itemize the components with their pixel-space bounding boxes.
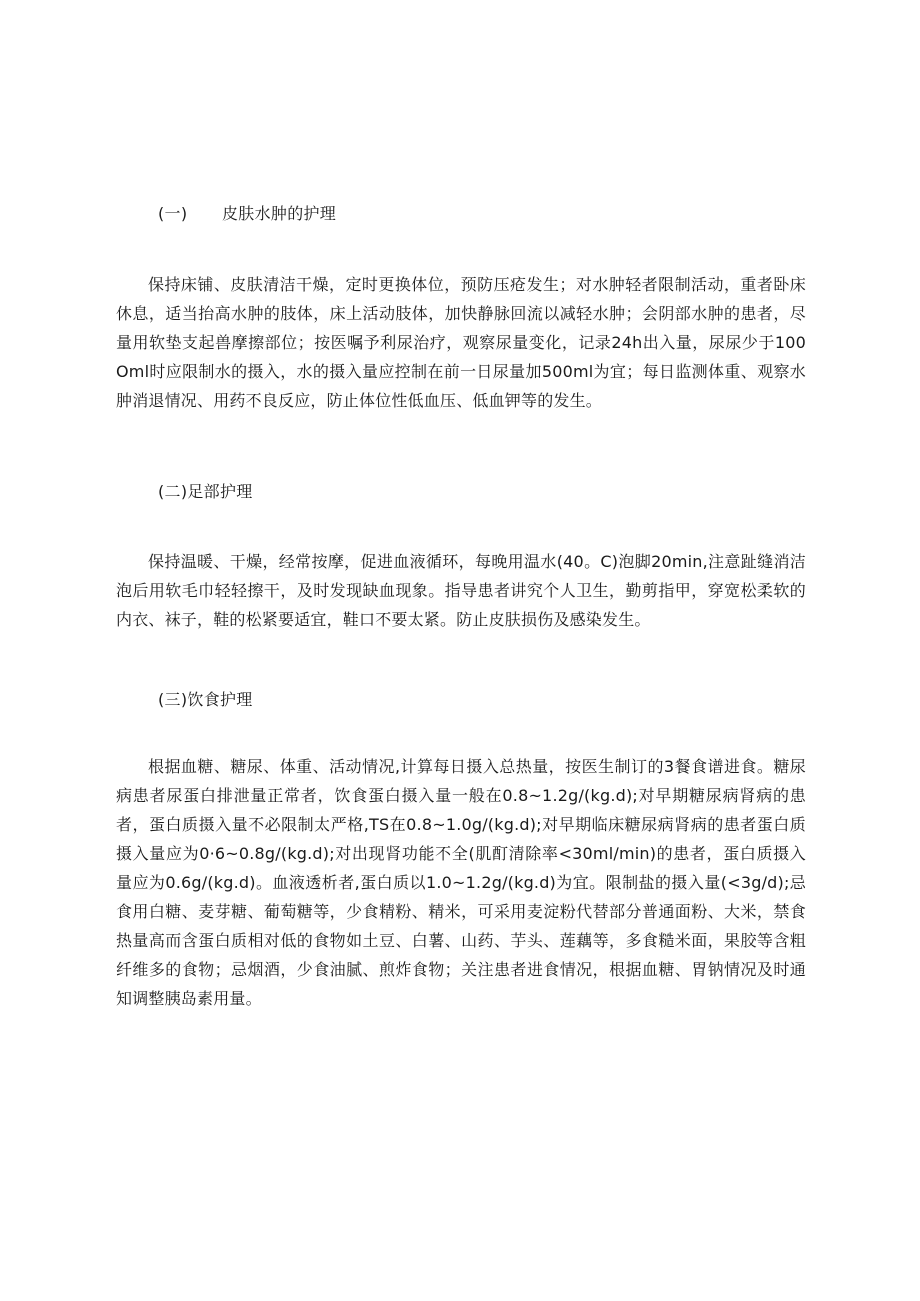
section-2-paragraph: 保持温暖、干燥，经常按摩，促进血液循环，每晚用温水(40。C)泡脚20min,注意趾缝消洁泡后用软毛巾轻轻擦干，及时发现缺血现象。指导患者讲究个人卫生，勤剪指甲，穿宽松柔软的内衣、袜子，鞋的松紧要适宜，鞋口不要太紧。防止皮肤损伤及感染发生。 [116, 552, 806, 629]
section-1-heading: 皮肤水肿的护理 [222, 204, 337, 223]
section-1-number: (一) [158, 204, 188, 223]
section-1-paragraph: 保持床铺、皮肤清洁干燥，定时更换体位，预防压疮发生；对水肿轻者限制活动，重者卧床休息，适当抬高水肿的肢体，床上活动肢体，加快静脉回流以减轻水肿；会阴部水肿的患者，尽量用软垫支起兽摩擦部位；按医嘱予利尿治疗，观察尿量变化，记录24h出入量，尿尿少于100Oml时应限制水的摄入，水的摄入量应控制在前一日尿量加500ml为宜；每日监测体重、观察水肿消退情况、用药不良反应，防止体位性低血压、低血钾等的发生。 [116, 275, 806, 410]
section-3-paragraph: 根据血糖、糖尿、体重、活动情况,计算每日摄入总热量，按医生制订的3餐食谱进食。糖尿病患者尿蛋白排泄量正常者，饮食蛋白摄入量一般在0.8~1.2g/(kg.d);对早期糖尿病肾病的患者，蛋白质摄入量不必限制太严格,TS在0.8~1.0g∕(kg.d);对早期临床糖尿病肾病的患者蛋白质摄入量应为0·6~0.8g/(kg.d);对出现肾功能不全(肌酊清除率<30ml∕min)的患者，蛋白质摄入量应为0.6g∕(kg.d)。血液透析者,蛋白质以1.0~1.2g∕(kg.d)为宜。限制盐的摄入量(<3g∕d);忌食用白糖、麦芽糖、葡萄糖等，少食精粉、精米，可采用麦淀粉代替部分普通面粉、大米，禁食热量高而含蛋白质相对低的食物如土豆、白薯、山药、芋头、莲藕等，多食糙米面，果胶等含粗纤维多的食物；忌烟酒，少食油腻、煎炸食物；关注患者进食情况，根据血糖、胃钠情况及时通知调整胰岛素用量。 [116, 757, 806, 1008]
section-2-heading: (二)足部护理 [158, 482, 253, 501]
section-3-heading: (三)饮食护理 [158, 690, 253, 709]
